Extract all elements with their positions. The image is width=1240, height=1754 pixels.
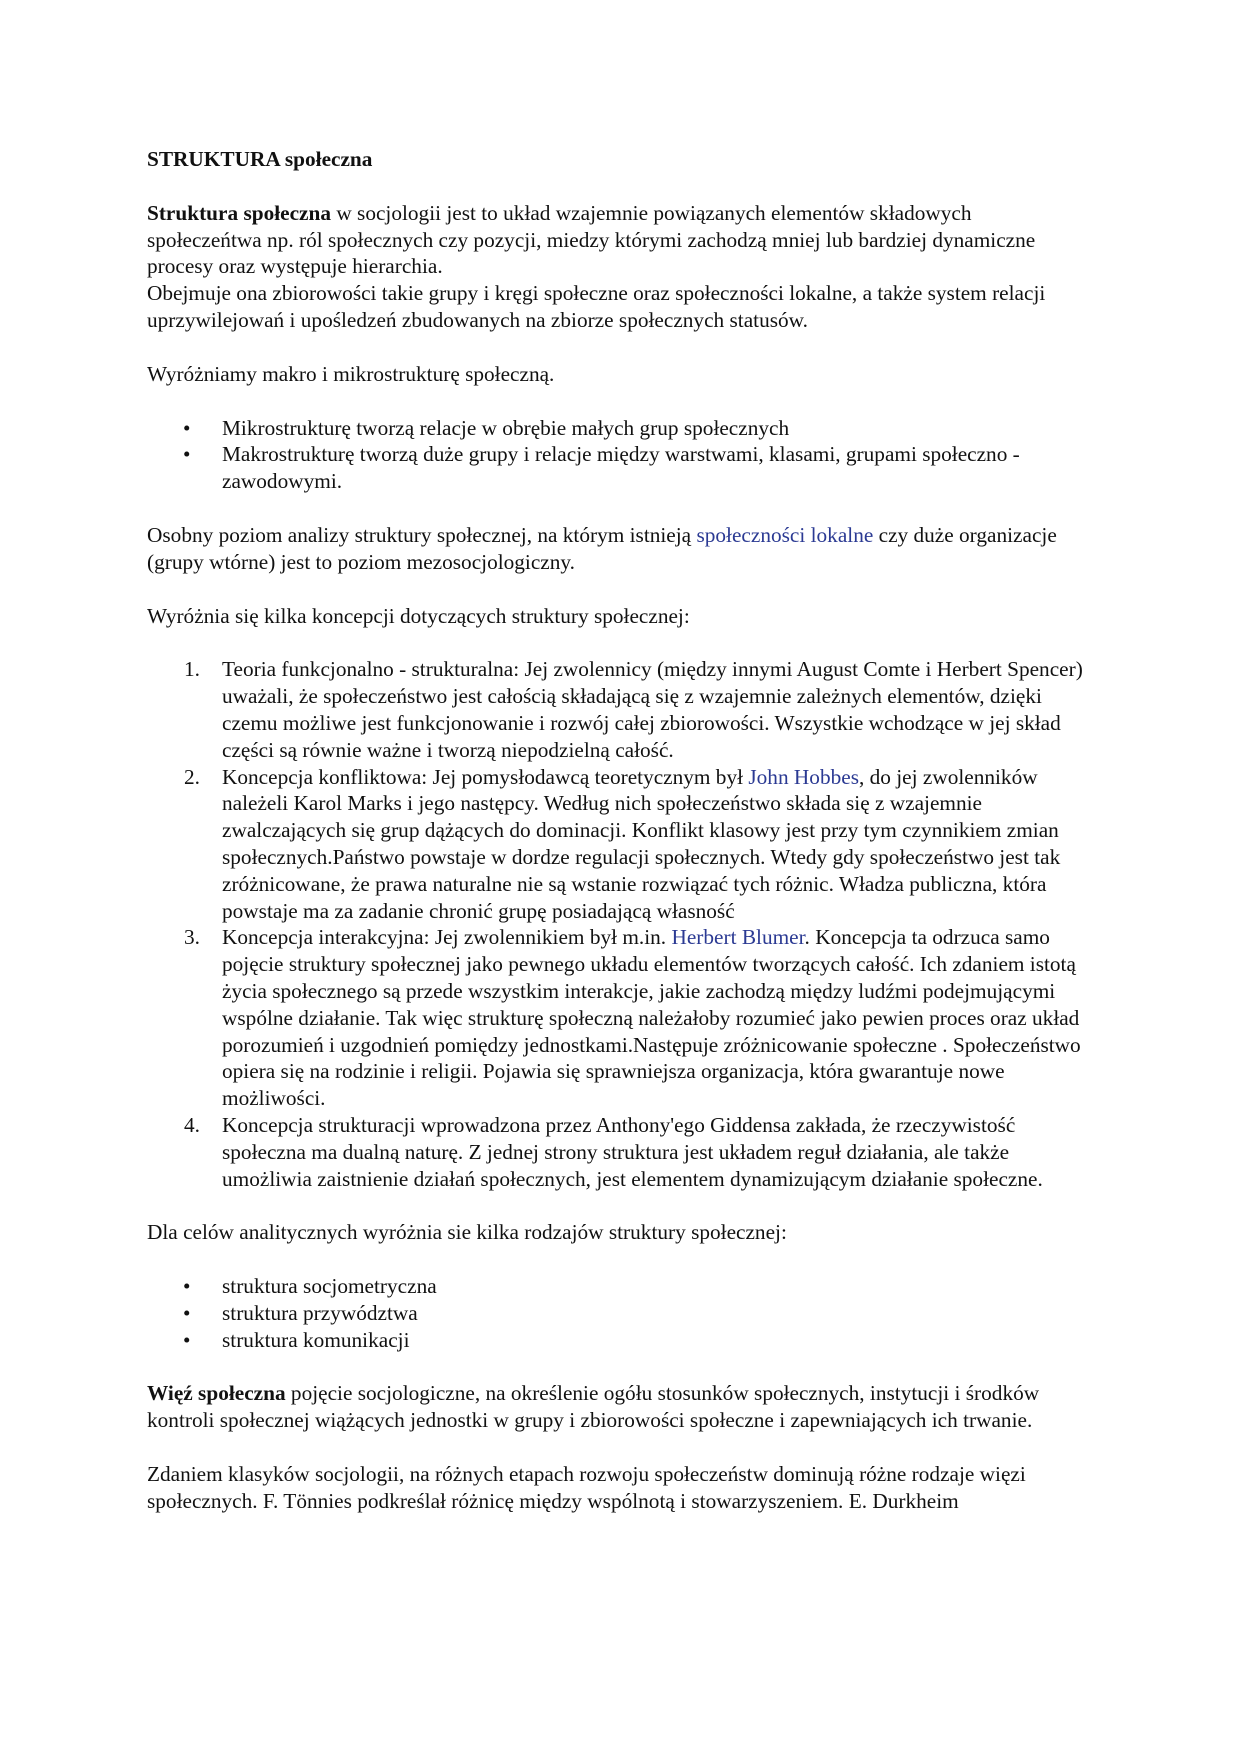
term-wiez-spoleczna: Więź społeczna (147, 1381, 286, 1406)
types-lead: Dla celów analitycznych wyróżnia sie kilka rodzajów struktury społecznej: (147, 1220, 787, 1245)
list-number: 2. (184, 764, 200, 789)
meso-text-after: czy duże organizacje (grupy wtórne) jest to poziom mezosocjologiczny. (147, 522, 1057, 574)
list-item (147, 924, 1087, 1112)
list-item-text: Teoria funkcjonalno - strukturalna: Jej zwolennicy (między innymi August Comte i Herbert Spencer) uważali, że społeczeństwo jest całością składającą się z wzajemnie zależnych elementów, dzięki czemu możliwe jest funkcjonowanie i rozwój całej zbiorowości. Wszystkie wchodzące w jej skład części są równie ważne i tworzą niepodzielną całość. (222, 657, 1083, 762)
meso-paragraph (147, 522, 1087, 576)
concepts-lead: Wyróżnia się kilka koncepcji dotyczących struktury społecznej: (147, 603, 690, 628)
list-number: 1. (184, 657, 200, 682)
list-item (147, 1300, 1087, 1327)
list-number: 4. (184, 1112, 200, 1137)
list-item (147, 415, 1087, 442)
list-number: 3. (184, 925, 200, 950)
list-item (147, 1327, 1087, 1354)
list-item-text-before: Koncepcja konfliktowa: Jej pomysłodawcą teoretycznym był (222, 764, 749, 789)
term-struktura-spoleczna: Struktura społeczna (147, 200, 331, 225)
intro-paragraph (147, 200, 1087, 280)
list-item (147, 1112, 1087, 1192)
bullet-icon: • (183, 1327, 191, 1352)
bullet-icon: • (183, 415, 191, 440)
link-spolecznosci-lokalne[interactable]: społeczności lokalne (696, 522, 874, 547)
list-item (147, 441, 1087, 495)
list-item-text: Koncepcja strukturacji wprowadzona przez Anthony'ego Giddensa zakłada, że rzeczywistość społeczna ma dualną naturę. Z jednej strony struktura jest układem reguł działania, ale także umożliwia zaistnienie działań społecznych, jest elementem dynamizującym działanie społeczne. (222, 1112, 1043, 1191)
list-item-text: struktura komunikacji (222, 1327, 410, 1352)
concepts-list (147, 656, 1087, 1192)
link-john-hobbes[interactable]: John Hobbes (748, 764, 859, 789)
list-item-text: struktura socjometryczna (222, 1274, 437, 1299)
list-item-text: Makrostrukturę tworzą duże grupy i relacje między warstwami, klasami, grupami społeczno - zawodowymi. (222, 442, 1020, 494)
bond-text: pojęcie socjologiczne, na określenie ogółu stosunków społecznych, instytucji i środków kontroli społecznej wiążących jednostki w grupy i zbiorowości społeczne i zapewniających ich trwanie. (147, 1381, 1040, 1433)
intro-text: w socjologii jest to układ wzajemnie powiązanych elementów składowych społeczeńtwa np. ról społecznych czy pozycji, miedzy którymi zachodzą mniej lub bardziej dynamiczne procesy oraz występuje hierarchia. (147, 200, 1036, 279)
bond-paragraph (147, 1380, 1087, 1434)
closing-paragraph: Zdaniem klasyków socjologii, na różnych etapach rozwoju społeczeństw dominują różne rodzaje więzi społecznych. F. Tönnies podkreślał różnicę między wspólnotą i stowarzyszeniem. E. Durkheim (147, 1462, 1026, 1513)
list-item (147, 764, 1087, 925)
list-item (147, 656, 1087, 763)
list-item-text: struktura przywództwa (222, 1300, 418, 1325)
document-title: STRUKTURA społeczna (147, 147, 373, 171)
list-item-text: Mikrostrukturę tworzą relacje w obrębie małych grup społecznych (222, 415, 790, 440)
link-herbert-blumer[interactable]: Herbert Blumer (671, 925, 805, 950)
list-item (147, 1273, 1087, 1300)
intro-continuation: Obejmuje ona zbiorowości takie grupy i kręgi społeczne oraz społeczności lokalne, a także system relacji uprzywilejowań i upośledzeń zbudowanych na zbiorze społecznych statusów. (147, 281, 1046, 332)
bullet-icon: • (183, 442, 191, 467)
bullet-icon: • (183, 1274, 191, 1299)
list-item-text-after: . Koncepcja ta odrzuca samo pojęcie struktury społecznej jako pewnego układu elementów tworzących całość. Ich zdaniem istotą życia społecznego są przede wszystkim interakcje, jakie zachodzą między ludźmi podejmującymi wspólne działanie. Tak więc strukturę społeczną należałoby rozumieć jako pewien proces oraz układ porozumień i uzgodnień pomiędzy jednostkami.Następuje zróżnicowanie społeczne . Społeczeństwo opiera się na rodzinie i religii. Pojawia się sprawniejsza organizacja, która gwarantuje nowe możliwości. (222, 925, 1081, 1111)
document-page (147, 146, 1087, 1542)
meso-text-before: Osobny poziom analizy struktury społecznej, na którym istnieją (147, 522, 697, 547)
types-list (147, 1273, 1087, 1353)
macro-micro-list (147, 415, 1087, 495)
list-item-text-before: Koncepcja interakcyjna: Jej zwolennikiem był m.in. (222, 925, 672, 950)
macro-micro-lead: Wyróżniamy makro i mikrostrukturę społeczną. (147, 361, 555, 386)
bullet-icon: • (183, 1300, 191, 1325)
list-item-text-after: , do jej zwolenników należeli Karol Marks i jego następcy. Według nich społeczeństwo składa się z wzajemnie zwalczających się grup dążących do dominacji. Konflikt klasowy jest przy tym czynnikiem zmian społecznych.Państwo powstaje w dordze regulacji społecznych. Wtedy gdy społeczeństwo jest tak zróżnicowane, że prawa naturalne nie są wstanie rozwiązać tych różnic. Władza publiczna, która powstaje ma za zadanie chronić grupę posiadającą własność (222, 764, 1061, 923)
